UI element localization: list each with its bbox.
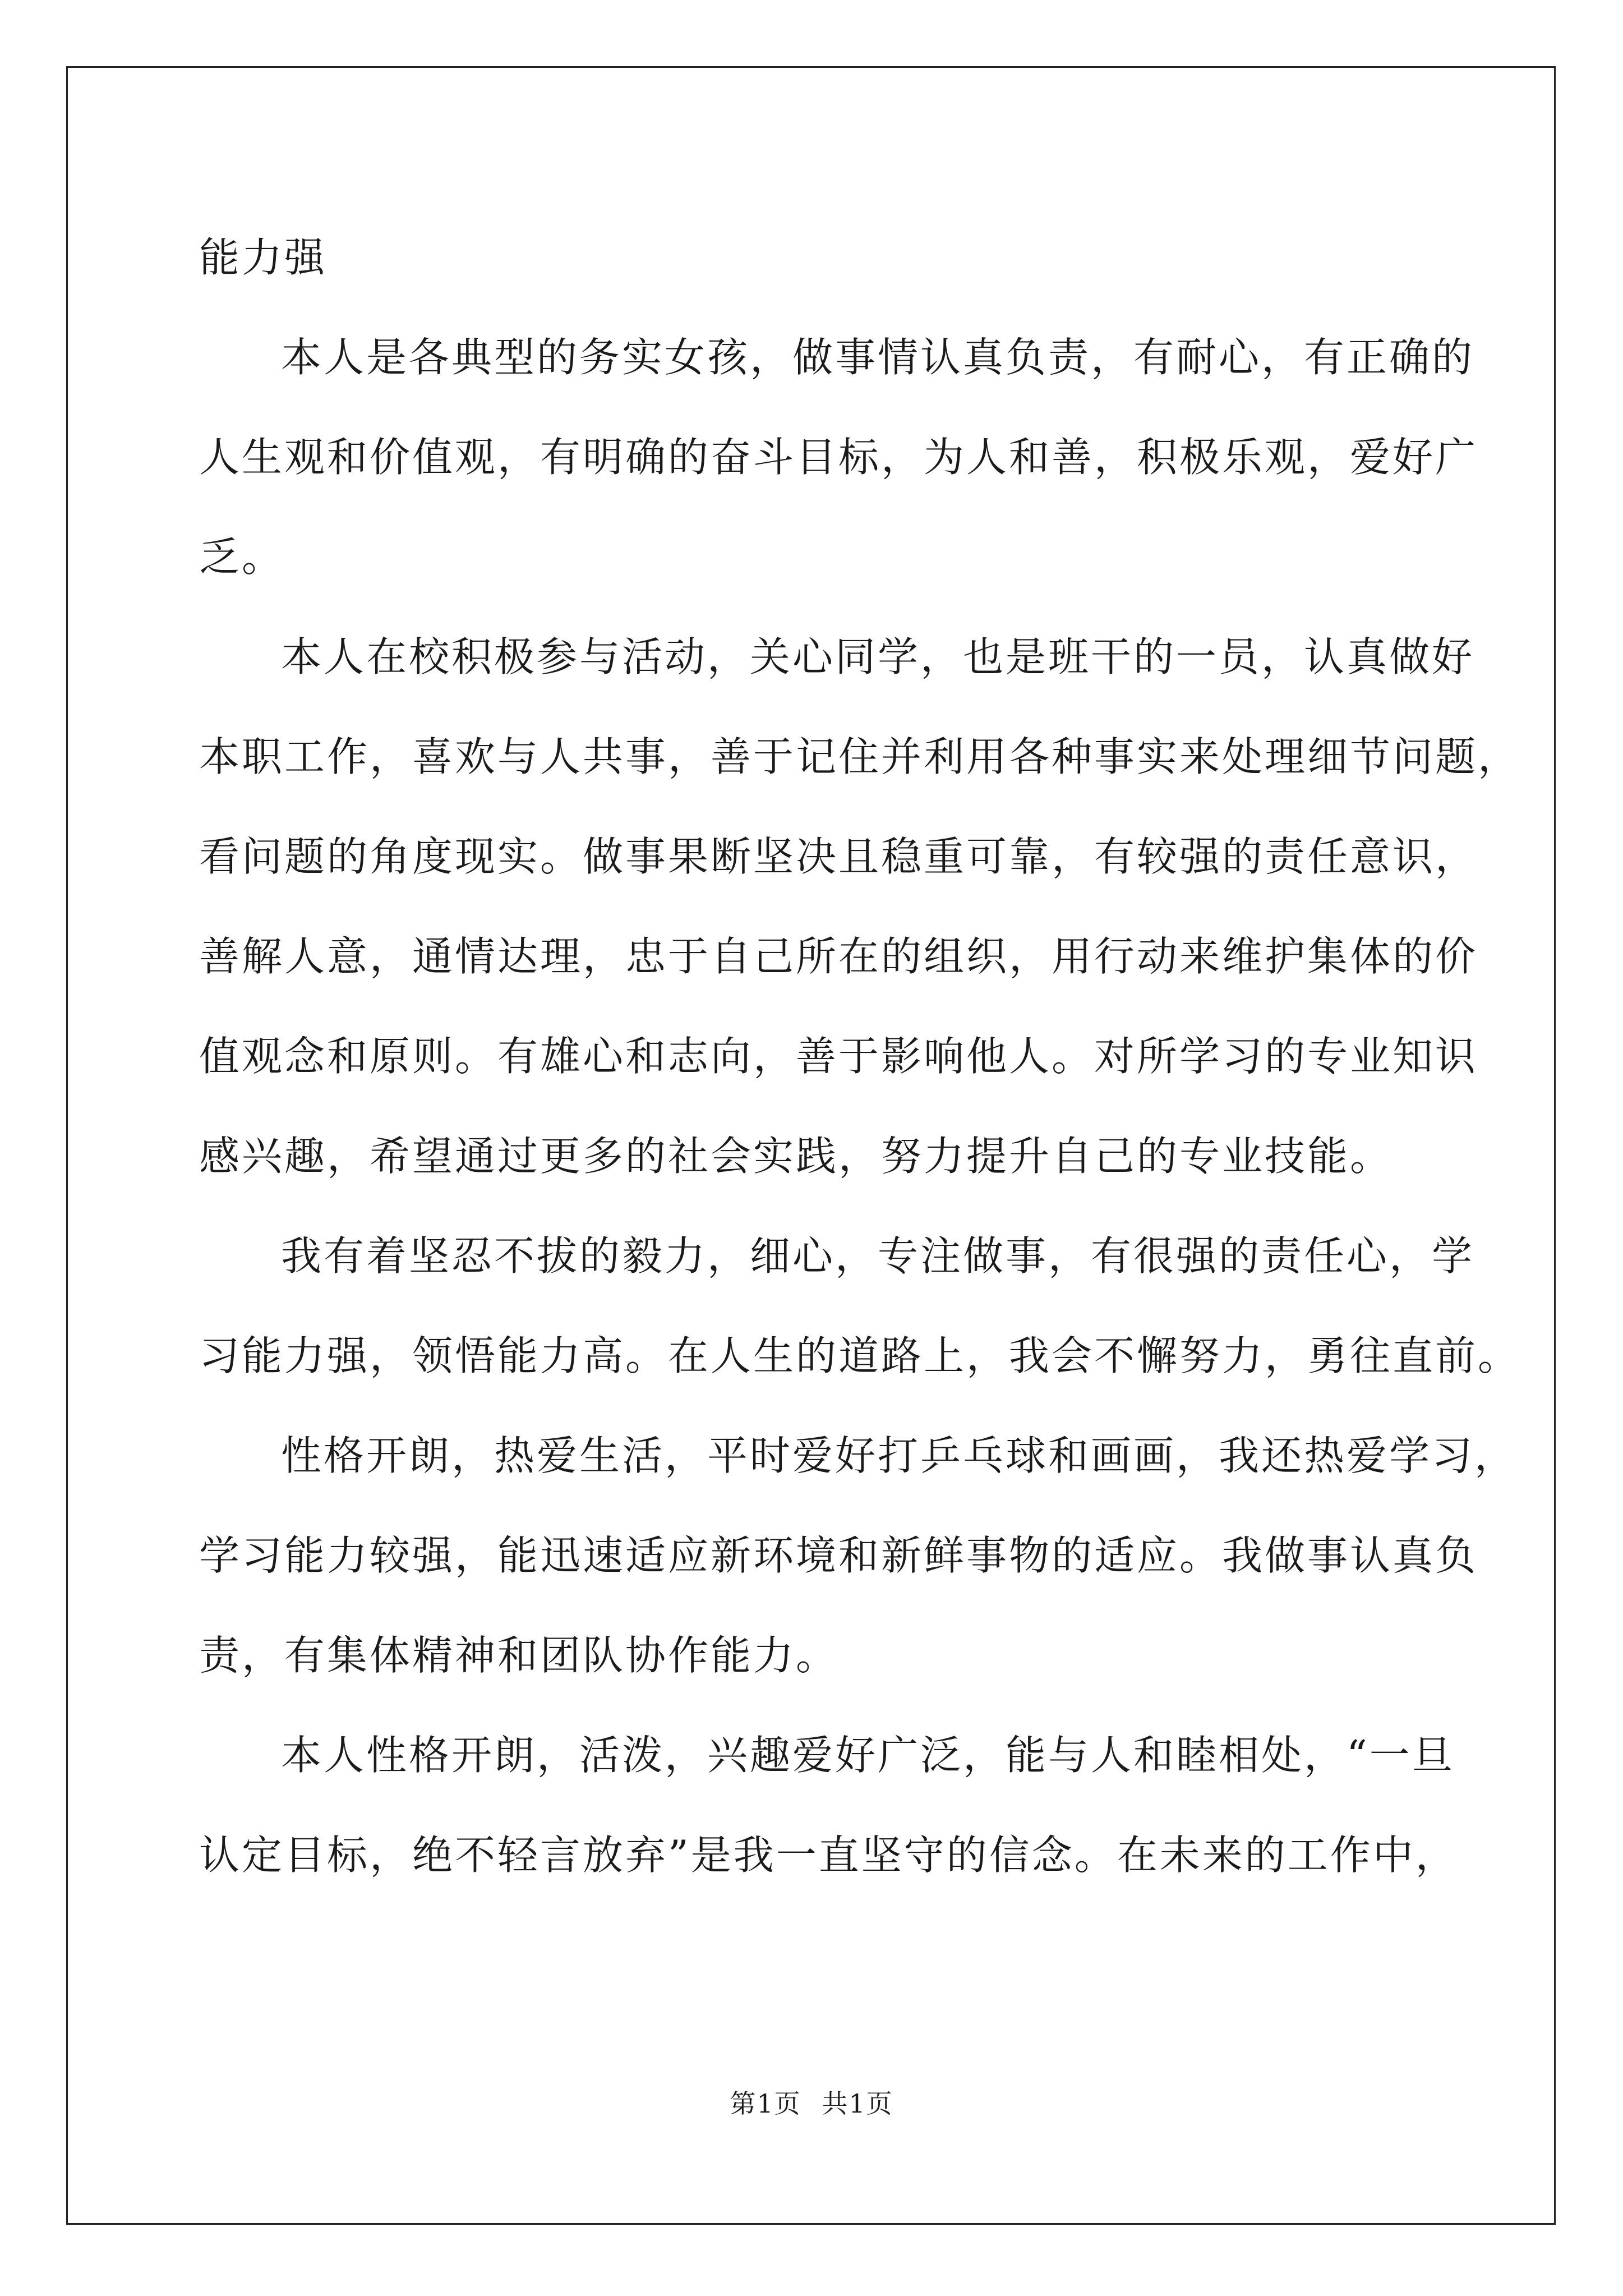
- text-line-7: 看问题的角度现实。做事果断坚决且稳重可靠，有较强的责任意识，: [199, 833, 1478, 880]
- text-line-9: 值观念和原则。有雄心和志向，善于影响他人。对所学习的专业知识: [199, 1033, 1478, 1080]
- text-line-5: 本人在校积极参与活动，关心同学，也是班干的一员，认真做好: [281, 633, 1475, 680]
- text-line-16: 本人性格开朗，活泼，兴趣爱好广泛，能与人和睦相处，“一旦: [281, 1732, 1455, 1779]
- text-line-10: 感兴趣，希望通过更多的社会实践，努力提升自己的专业技能。: [199, 1133, 1393, 1180]
- page-footer: [0, 2087, 1623, 2120]
- text-line-14: 学习能力较强，能迅速适应新环境和新鲜事物的适应。我做事认真负: [199, 1532, 1478, 1579]
- text-line-11: 我有着坚忍不拔的毅力，细心，专注做事，有很强的责任心，学: [281, 1232, 1475, 1280]
- text-line-8: 善解人意，通情达理，忠于自己所在的组织，用行动来维护集体的价: [199, 933, 1478, 980]
- text-line-1: 能力强: [199, 234, 328, 281]
- text-line-6: 本职工作，喜欢与人共事，善于记住并利用各种事实来处理细节问题，: [199, 733, 1521, 780]
- document-body: [199, 208, 1521, 1905]
- page-total: 共1页: [822, 2088, 893, 2119]
- text-line-13: 性格开朗，热爱生活，平时爱好打乒乓球和画画，我还热爱学习，: [281, 1432, 1518, 1479]
- text-line-4: 乏。: [199, 533, 285, 581]
- text-line-2: 本人是各典型的务实女孩，做事情认真负责，有耐心，有正确的: [281, 334, 1475, 381]
- text-line-17: 认定目标，绝不轻言放弃”是我一直坚守的信念。在未来的工作中，: [199, 1832, 1458, 1879]
- text-line-12: 习能力强，领悟能力高。在人生的道路上，我会不懈努力，勇往直前。: [199, 1332, 1521, 1379]
- text-line-15: 责，有集体精神和团队协作能力。: [199, 1632, 839, 1679]
- page-number: 第1页: [730, 2088, 801, 2119]
- text-line-3: 人生观和价值观，有明确的奋斗目标，为人和善，积极乐观，爱好广: [199, 434, 1478, 481]
